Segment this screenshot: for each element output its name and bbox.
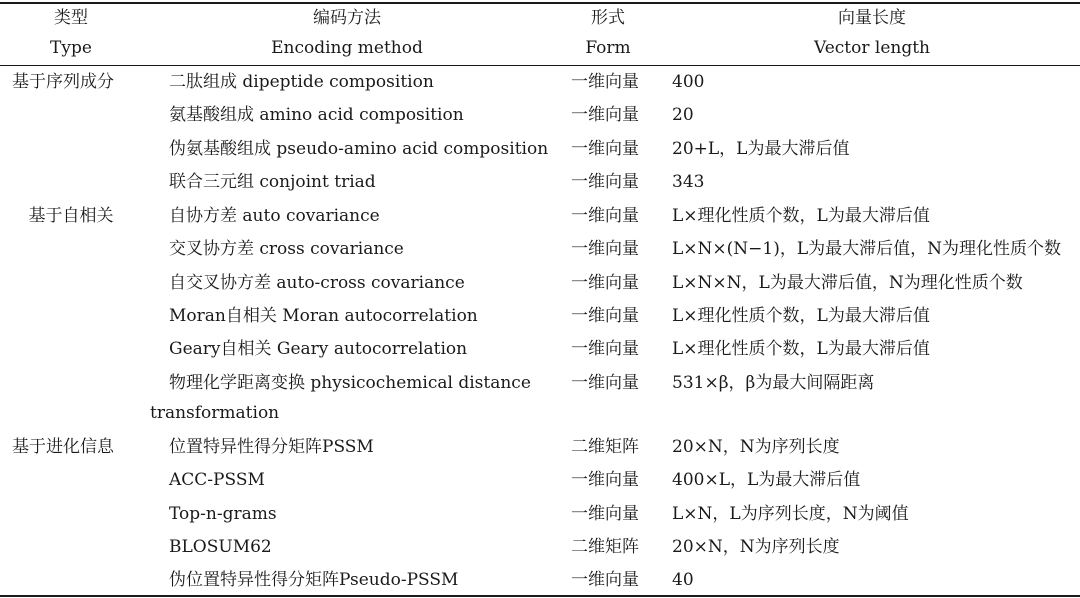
header-form-en: Form <box>585 38 631 58</box>
row-length: 20×N，N为序列长度 <box>672 537 840 557</box>
row-length: L×理化性质个数，L为最大滞后值 <box>672 206 930 226</box>
row-method: 氨基酸组成 amino acid composition <box>169 105 464 125</box>
table-header-rule <box>0 65 1080 66</box>
group-label-evolution: 基于进化信息 <box>12 437 114 457</box>
header-type-en: Type <box>50 38 92 58</box>
row-length: L×N×N，L为最大滞后值，N为理化性质个数 <box>672 273 1023 293</box>
row-length: 531×β，β为最大间隔距离 <box>672 373 875 393</box>
row-form: 一维向量 <box>571 139 639 159</box>
row-method: 物理化学距离变换 physicochemical distance <box>169 373 531 393</box>
row-form: 一维向量 <box>571 273 639 293</box>
row-form: 一维向量 <box>571 72 639 92</box>
header-form-cn: 形式 <box>591 8 625 28</box>
row-length: 400 <box>672 72 705 92</box>
header-vector-cn: 向量长度 <box>838 8 906 28</box>
row-method: 位置特异性得分矩阵PSSM <box>169 437 374 457</box>
table-top-rule <box>0 2 1080 4</box>
group-label-sequence: 基于序列成分 <box>12 72 114 92</box>
row-method: 二肽组成 dipeptide composition <box>169 72 434 92</box>
row-method: 交叉协方差 cross covariance <box>169 239 404 259</box>
row-method: Geary自相关 Geary autocorrelation <box>169 339 468 359</box>
row-length: L×N，L为序列长度，N为阈值 <box>672 504 909 524</box>
row-method: BLOSUM62 <box>169 537 272 557</box>
row-length: 343 <box>672 172 705 192</box>
row-form: 一维向量 <box>571 239 639 259</box>
row-method: ACC-PSSM <box>169 470 265 490</box>
row-method: 伪氨基酸组成 pseudo-amino acid composition <box>169 139 549 159</box>
row-method: Top-n-grams <box>169 504 277 524</box>
row-form: 一维向量 <box>571 306 639 326</box>
row-form: 二维矩阵 <box>571 437 639 457</box>
header-vector-en: Vector length <box>813 38 930 58</box>
row-form: 二维矩阵 <box>571 537 639 557</box>
row-method: 自协方差 auto covariance <box>169 206 380 226</box>
row-length: 20 <box>672 105 694 125</box>
row-length: 40 <box>672 570 694 590</box>
row-length: L×理化性质个数，L为最大滞后值 <box>672 306 930 326</box>
row-form: 一维向量 <box>571 470 639 490</box>
row-length: L×N×(N−1)，L为最大滞后值，N为理化性质个数 <box>672 239 1062 259</box>
row-form: 一维向量 <box>571 504 639 524</box>
row-method: 联合三元组 conjoint triad <box>169 172 376 192</box>
header-type-cn: 类型 <box>54 8 88 28</box>
row-length: 400×L，L为最大滞后值 <box>672 470 861 490</box>
row-length: 20+L，L为最大滞后值 <box>672 139 850 159</box>
row-form: 一维向量 <box>571 206 639 226</box>
header-method-en: Encoding method <box>271 38 423 58</box>
row-form: 一维向量 <box>571 105 639 125</box>
header-method-cn: 编码方法 <box>313 8 381 28</box>
row-form: 一维向量 <box>571 373 639 393</box>
row-length: L×理化性质个数，L为最大滞后值 <box>672 339 930 359</box>
group-label-autocorrelation: 基于自相关 <box>28 206 114 226</box>
row-form: 一维向量 <box>571 172 639 192</box>
row-method: 自交叉协方差 auto-cross covariance <box>169 273 465 293</box>
row-method-continuation: transformation <box>150 403 280 423</box>
row-form: 一维向量 <box>571 339 639 359</box>
row-method: Moran自相关 Moran autocorrelation <box>169 306 478 326</box>
row-length: 20×N，N为序列长度 <box>672 437 840 457</box>
row-method: 伪位置特异性得分矩阵Pseudo-PSSM <box>169 570 459 590</box>
table-bottom-rule <box>0 595 1080 597</box>
row-form: 一维向量 <box>571 570 639 590</box>
